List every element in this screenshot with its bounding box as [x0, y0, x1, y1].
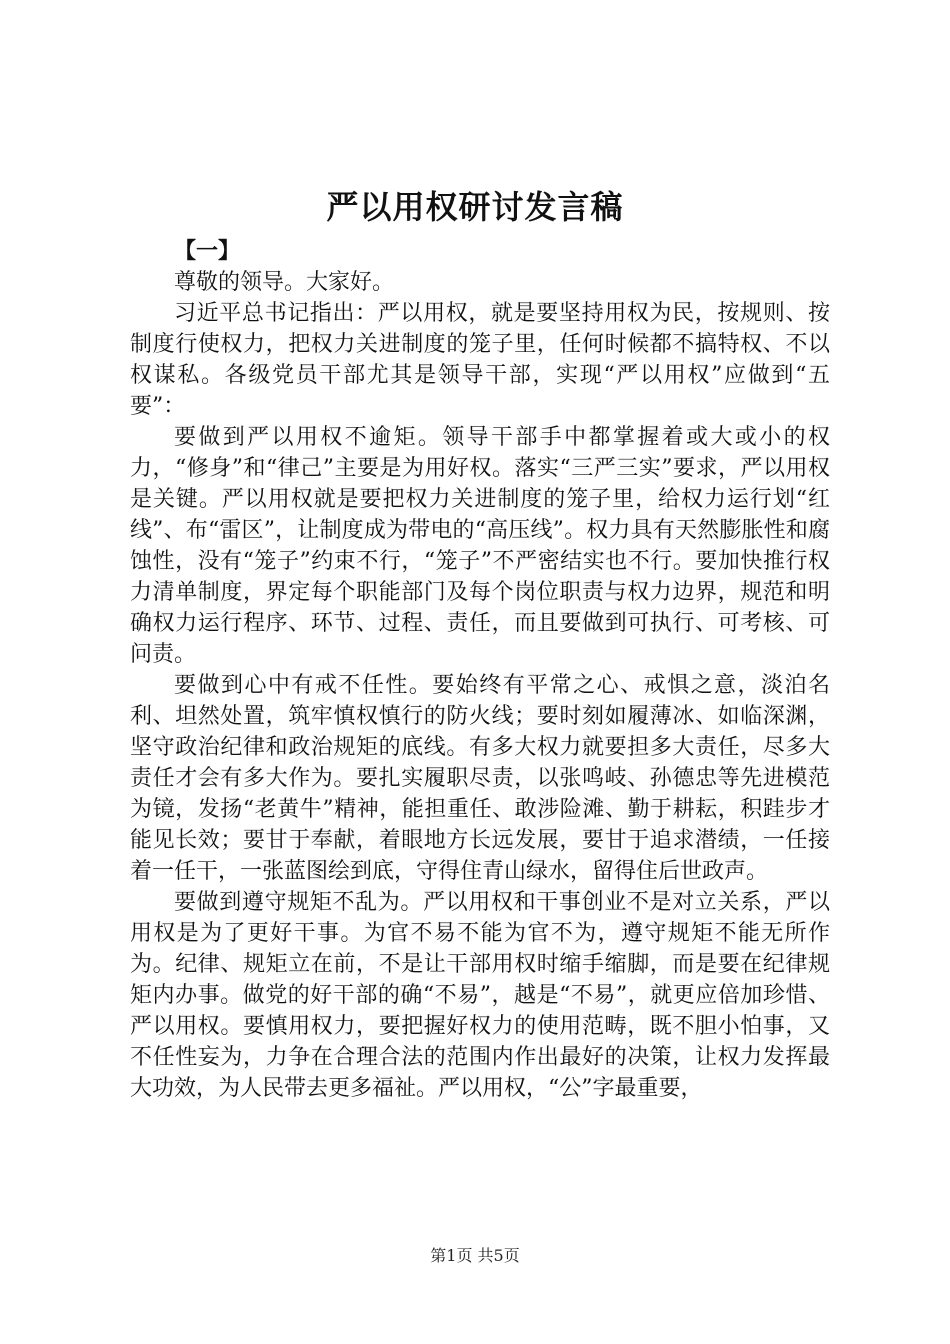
document-title: 严以用权研讨发言稿: [326, 188, 624, 226]
paragraph-point-3: 要做到遵守规矩不乱为。严以用权和干事创业不是对立关系，严以用权是为了更好干事。为官不易不能为官不为，遵守规矩不能无所作为。纪律、规矩立在前，不是让干部用权时缩手缩脚，而是要在纪律规矩内办事。做党的好干部的确“不易”，越是“不易”，就更应倍加珍惜、严以用权。要慎用权力，要把握好权力的使用范畴，既不胆小怕事，又不任性妄为，力争在合理合法的范围内作出最好的决策，让权力发挥最大功效，为人民带去更多福祉。严以用权，“公”字最重要，: [130, 890, 830, 1101]
paragraph-intro: 习近平总书记指出：严以用权，就是要坚持用权为民，按规则、按制度行使权力，把权力关进制度的笼子里，任何时候都不搞特权、不以权谋私。各级党员干部尤其是领导干部，实现“严以用权”应做到“五要”：: [130, 301, 830, 419]
section-heading: 【一】: [174, 238, 241, 264]
page-footer: 第1页 共5页: [430, 1246, 520, 1265]
paragraph-point-2: 要做到心中有戒不任性。要始终有平常之心、戒惧之意，淡泊名利、坦然处置，筑牢慎权慎行的防火线；要时刻如履薄冰、如临深渊，坚守政治纪律和政治规矩的底线。有多大权力就要担多大责任，尽多大责任才会有多大作为。要扎实履职尽责，以张鸣岐、孙德忠等先进模范为镜，发扬“老黄牛”精神，能担重任、敢涉险滩、勤于耕耘，积跬步才能见长效；要甘于奉献，着眼地方长远发展，要甘于追求潜绩，一任接着一任干，一张蓝图绘到底，守得住青山绿水，留得住后世政声。: [130, 673, 830, 884]
paragraph-point-1: 要做到严以用权不逾矩。领导干部手中都掌握着或大或小的权力，“修身”和“律己”主要是为用好权。落实“三严三实”要求，严以用权是关键。严以用权就是要把权力关进制度的笼子里，给权力运行划“红线”、布“雷区”，让制度成为带电的“高压线”。权力具有天然膨胀性和腐蚀性，没有“笼子”约束不行，“笼子”不严密结实也不行。要加快推行权力清单制度，界定每个职能部门及每个岗位职责与权力边界，规范和明确权力运行程序、环节、过程、责任，而且要做到可执行、可考核、可问责。: [130, 425, 830, 667]
document-body: [130, 236, 830, 1104]
paragraph-greeting: 尊敬的领导。大家好。: [174, 270, 395, 295]
